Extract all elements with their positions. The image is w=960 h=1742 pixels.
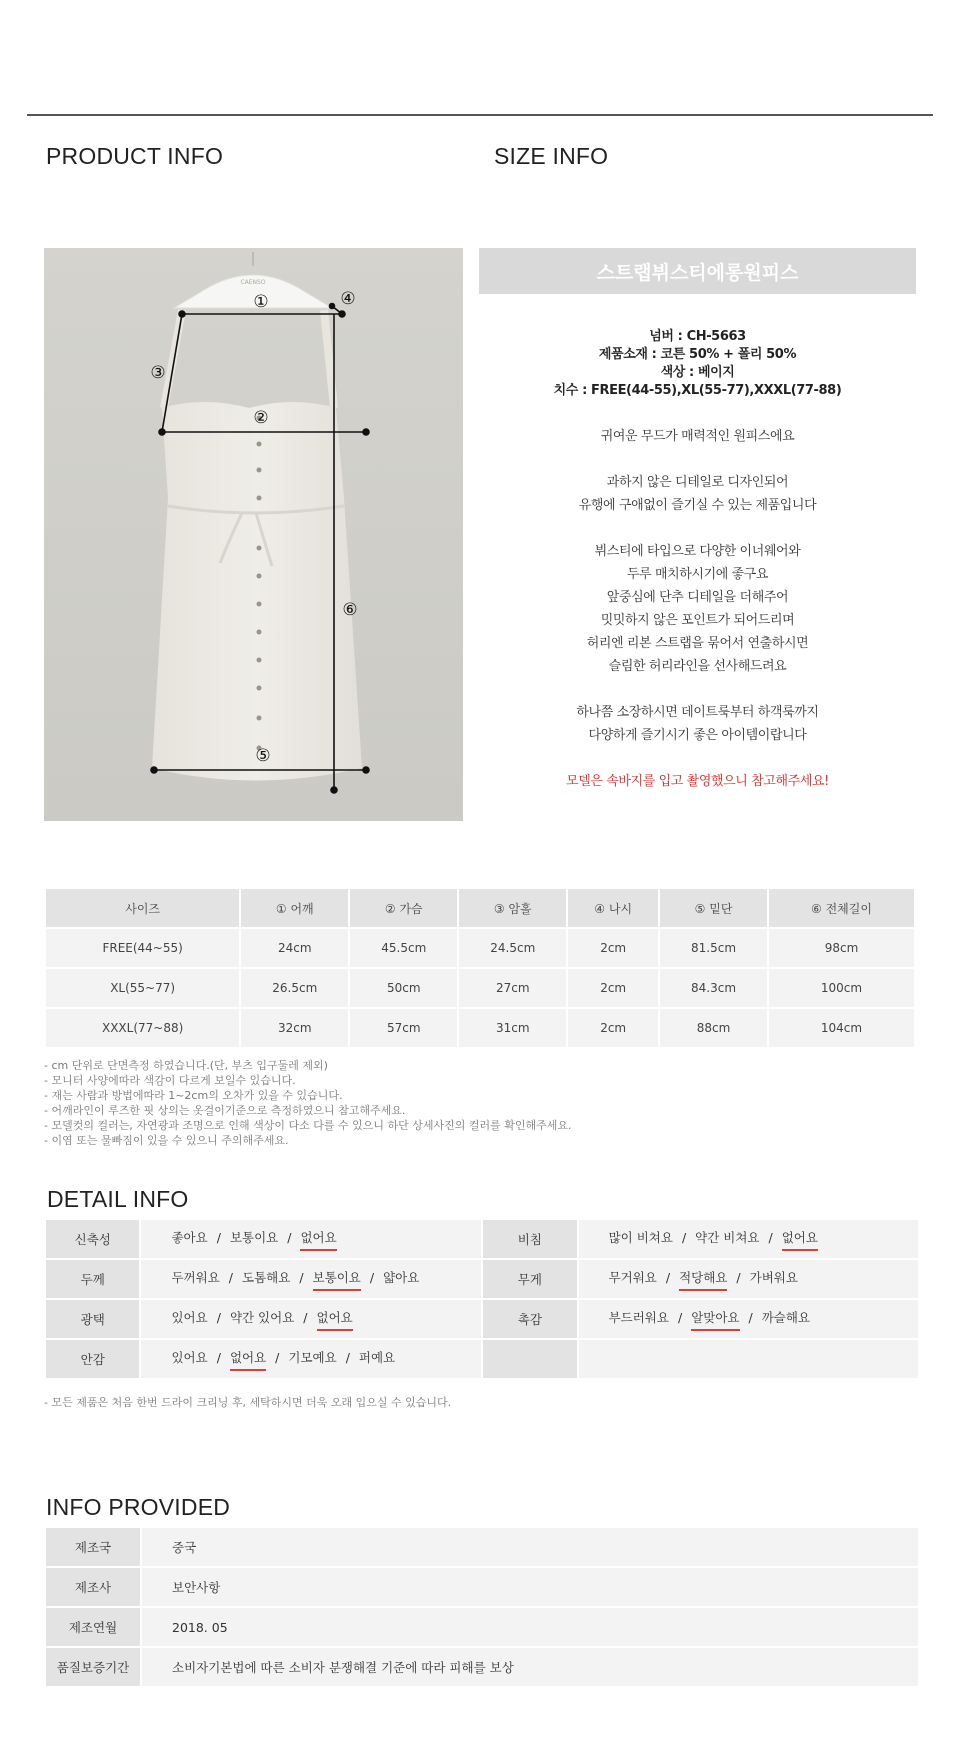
- size-note-line: - 모델컷의 컬러는, 자연광과 조명으로 인해 색상이 다소 다를 수 있으니 하단 상세사진의 컬러를 확인해주세요.: [44, 1119, 572, 1132]
- size-note-line: - 어깨라인이 루즈한 핏 상의는 옷걸이기준으로 측정하였으니 참고해주세요.: [44, 1104, 406, 1117]
- detail-options: [141, 1340, 481, 1378]
- option-separator: /: [736, 1269, 741, 1285]
- table-row: [46, 1608, 918, 1646]
- size-cell: 84.3cm: [660, 969, 767, 1007]
- detail-table: [44, 1218, 920, 1380]
- desc-line: 과하지 않은 디테일로 디자인되어: [606, 475, 789, 490]
- detail-options: [141, 1220, 481, 1258]
- option-separator: /: [369, 1269, 375, 1285]
- detail-label: 비침: [483, 1220, 576, 1258]
- option-separator: /: [216, 1309, 221, 1325]
- option-selected: 없어요: [300, 1228, 336, 1251]
- table-row: [46, 1648, 918, 1686]
- size-cell: 24.5cm: [459, 929, 566, 967]
- detail-info-title: DETAIL INFO: [47, 1186, 189, 1212]
- size-table-header: [46, 889, 918, 927]
- provided-value: 보안사항: [142, 1568, 918, 1606]
- option: 있어요: [171, 1349, 208, 1365]
- size-cell: FREE(44~55): [46, 929, 239, 967]
- detail-note: - 모든 제품은 처음 한번 드라이 크리닝 후, 세탁하시면 더욱 오래 입으실 수 있습니다.: [44, 1396, 452, 1409]
- marker-3: ③: [150, 363, 166, 383]
- detail-label: 광택: [46, 1300, 139, 1338]
- size-note-line: - 모니터 사양에따라 색감이 다르게 보일수 있습니다.: [44, 1074, 296, 1087]
- provided-label: 제조연월: [46, 1608, 140, 1646]
- info-provided-title: INFO PROVIDED: [46, 1494, 231, 1520]
- option: 무거워요: [608, 1269, 657, 1285]
- desc-line: 앞중심에 단추 디테일을 더해주어: [606, 590, 789, 605]
- provided-table: [44, 1526, 920, 1688]
- option: 얇아요: [383, 1269, 420, 1285]
- detail-label: 두께: [46, 1260, 139, 1298]
- size-cell: 104cm: [769, 1009, 914, 1047]
- size-header-cell: 사이즈: [46, 889, 239, 927]
- provided-value: 2018. 05: [142, 1608, 918, 1646]
- size-cell: 31cm: [459, 1009, 566, 1047]
- table-row: [46, 929, 918, 967]
- option-separator: /: [677, 1309, 683, 1325]
- size-note-line: - 이염 또는 물빠짐이 있을 수 있으니 주의해주세요.: [44, 1134, 289, 1147]
- option: 보통이요: [229, 1229, 279, 1245]
- option-separator: /: [665, 1269, 671, 1285]
- desc-line: 귀여운 무드가 매력적인 원피스에요: [600, 429, 795, 444]
- option-separator: /: [275, 1349, 280, 1365]
- table-row: [46, 1300, 918, 1338]
- size-header-cell: ① 어깨: [241, 889, 348, 927]
- option-selected: 없어요: [317, 1308, 353, 1331]
- detail-options: [579, 1260, 918, 1298]
- option: 있어요: [171, 1309, 208, 1325]
- detail-label: 안감: [46, 1340, 139, 1378]
- detail-empty-label: [483, 1340, 576, 1378]
- size-cell: 27cm: [459, 969, 566, 1007]
- option-separator: /: [681, 1229, 687, 1245]
- desc-line: 두루 매치하시기에 좋구요: [626, 567, 769, 582]
- detail-label: 무게: [483, 1260, 576, 1298]
- detail-options: [141, 1300, 481, 1338]
- table-row: [46, 1009, 918, 1047]
- option: 좋아요: [171, 1229, 208, 1245]
- desc-line: 다양하게 즐기시기 좋은 아이템이랍니다: [588, 728, 807, 743]
- top-divider: [27, 114, 933, 116]
- option: 많이 비쳐요: [608, 1229, 673, 1245]
- option: 까슬해요: [761, 1309, 811, 1325]
- option: 도톰해요: [242, 1269, 291, 1285]
- size-cell: 2cm: [568, 929, 658, 967]
- detail-options: [579, 1220, 918, 1258]
- detail-options: [141, 1260, 481, 1298]
- desc-line: 뷔스티에 타입으로 다양한 이너웨어와: [594, 544, 801, 559]
- spec-sizes: 치수 : FREE(44-55),XL(55-77),XXXL(77-88): [553, 383, 842, 398]
- size-cell: 81.5cm: [660, 929, 767, 967]
- product-specs: [479, 328, 916, 400]
- size-header-cell: ② 가슴: [350, 889, 457, 927]
- option-separator: /: [216, 1349, 221, 1365]
- size-cell: 2cm: [568, 1009, 658, 1047]
- size-header-cell: ⑤ 밑단: [660, 889, 767, 927]
- provided-value: 소비자기본법에 따른 소비자 분쟁해결 기준에 따라 피해를 보상: [142, 1648, 918, 1686]
- size-header-cell: ⑥ 전체길이: [769, 889, 914, 927]
- marker-6: ⑥: [342, 600, 358, 620]
- option-separator: /: [216, 1229, 221, 1245]
- product-name: 스트랩뷔스티에롱원피스: [479, 248, 916, 294]
- marker-1: ①: [253, 292, 269, 312]
- size-info-title: SIZE INFO: [494, 143, 609, 169]
- option: 두꺼워요: [171, 1269, 220, 1285]
- size-table: [44, 887, 920, 1049]
- desc-line: 밋밋하지 않은 포인트가 되어드리며: [600, 613, 795, 628]
- option-separator: /: [768, 1229, 773, 1245]
- spec-material: 제품소재 : 코튼 50% + 폴리 50%: [598, 347, 797, 362]
- size-cell: 2cm: [568, 969, 658, 1007]
- table-row: [46, 1220, 918, 1258]
- detail-label: 촉감: [483, 1300, 576, 1338]
- option-separator: /: [228, 1269, 234, 1285]
- desc-line: 슬림한 허리라인을 선사해드려요: [608, 659, 787, 674]
- detail-empty-options: [579, 1340, 918, 1378]
- size-note-line: - cm 단위로 단면측정 하였습니다.(단, 부츠 입구둘레 제외): [44, 1059, 328, 1072]
- option-separator: /: [299, 1269, 304, 1285]
- table-row: [46, 969, 918, 1007]
- option: 약간 비쳐요: [695, 1229, 760, 1245]
- product-photo: [44, 248, 463, 821]
- table-row: [46, 1528, 918, 1566]
- marker-2: ②: [253, 408, 269, 428]
- size-header-cell: ④ 나시: [568, 889, 658, 927]
- desc-line: 하나쯤 소장하시면 데이트룩부터 하객룩까지: [576, 705, 819, 720]
- desc-line: 허리엔 리본 스트랩을 묶어서 연출하시면: [586, 636, 809, 651]
- size-cell: 26.5cm: [241, 969, 348, 1007]
- spec-number: 넘버 : CH-5663: [649, 329, 746, 344]
- model-note: 모델은 속바지를 입고 촬영했으니 참고해주세요!: [566, 774, 829, 789]
- size-cell: 88cm: [660, 1009, 767, 1047]
- option-selected: 알맞아요: [691, 1308, 739, 1331]
- product-description: [479, 425, 916, 793]
- size-cell: 32cm: [241, 1009, 348, 1047]
- spec-color: 색상 : 베이지: [660, 365, 735, 380]
- detail-label: 신축성: [46, 1220, 139, 1258]
- provided-label: 품질보증기간: [46, 1648, 140, 1686]
- size-cell: 45.5cm: [350, 929, 457, 967]
- desc-line: 유행에 구애없이 즐기실 수 있는 제품입니다: [578, 498, 817, 513]
- provided-label: 제조사: [46, 1568, 140, 1606]
- option: 부드러워요: [608, 1309, 669, 1325]
- option-separator: /: [345, 1349, 350, 1365]
- provided-value: 중국: [142, 1528, 918, 1566]
- size-note-line: - 재는 사람과 방법에따라 1~2cm의 오차가 있을 수 있습니다.: [44, 1089, 343, 1102]
- size-cell: XL(55~77): [46, 969, 239, 1007]
- option-selected: 없어요: [782, 1228, 818, 1251]
- size-cell: 50cm: [350, 969, 457, 1007]
- detail-options: [579, 1300, 918, 1338]
- option: 약간 있어요: [229, 1309, 295, 1325]
- size-header-cell: ③ 암홀: [459, 889, 566, 927]
- option: 퍼예요: [358, 1349, 396, 1365]
- marker-5: ⑤: [255, 746, 271, 766]
- option-separator: /: [303, 1309, 308, 1325]
- table-row: [46, 1260, 918, 1298]
- option: 기모예요: [288, 1349, 337, 1365]
- size-cell: 24cm: [241, 929, 348, 967]
- size-cell: 98cm: [769, 929, 914, 967]
- hanger-brand: CAENSO: [240, 279, 266, 286]
- option-selected: 적당해요: [679, 1268, 727, 1291]
- option: 가벼워요: [749, 1269, 798, 1285]
- provided-label: 제조국: [46, 1528, 140, 1566]
- table-row: [46, 1568, 918, 1606]
- size-cell: 57cm: [350, 1009, 457, 1047]
- option-separator: /: [748, 1309, 753, 1325]
- option-selected: 없어요: [230, 1348, 266, 1371]
- size-cell: 100cm: [769, 969, 914, 1007]
- product-info-title: PRODUCT INFO: [46, 143, 224, 169]
- size-cell: XXXL(77~88): [46, 1009, 239, 1047]
- option-selected: 보통이요: [313, 1268, 361, 1291]
- table-row: [46, 1340, 918, 1378]
- option-separator: /: [287, 1229, 292, 1245]
- marker-4: ④: [340, 289, 356, 309]
- size-notes: [44, 1058, 571, 1148]
